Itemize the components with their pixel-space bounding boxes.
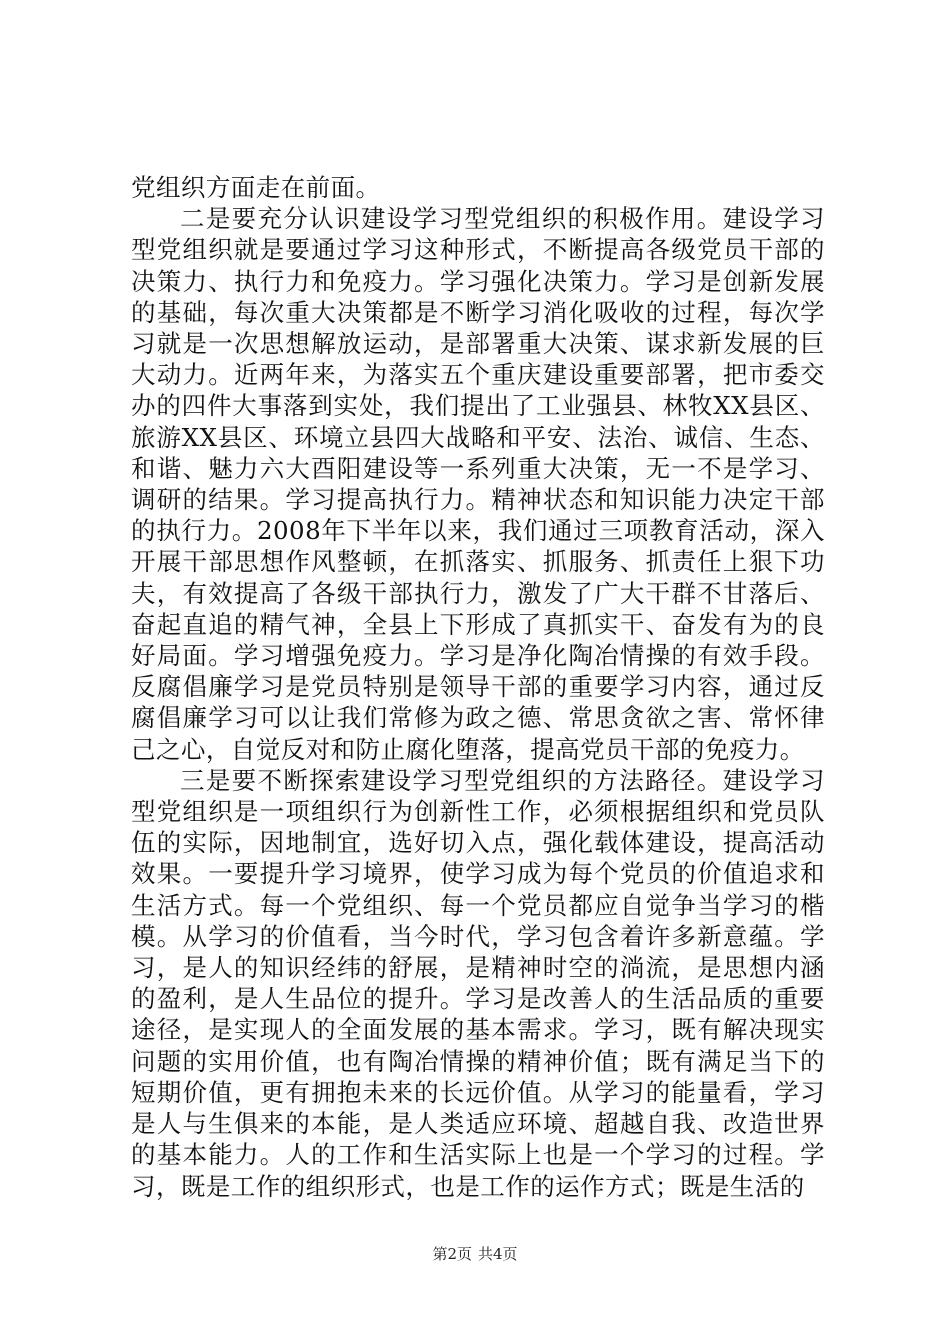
page-total: 共4页 — [478, 1245, 518, 1263]
paragraph-3: 三是要不断探索建设学习型党组织的方法路径。建设学习型党组织是一项组织行为创新性工作，必须根据组织和党员队伍的实际，因地制宜，选好切入点，强化载体建设，提高活动效果。一要提升学习境界，使学习成为每个党员的价值追求和生活方式。每一个党组织、每一个党员都应自觉争当学习的楷模。从学习的价值看，当今时代，学习包含着许多新意蕴。学习，是人的知识经纬的舒展，是精神时空的淌流，是思想内涵的盈利，是人生品位的提升。学习是改善人的生活品质的重要途径，是实现人的全面发展的基本需求。学习，既有解决现实问题的实用价值，也有陶冶情操的精神价值；既有满足当下的短期价值，更有拥抱未来的长远价值。从学习的能量看，学习是人与生俱来的本能，是人类适应环境、超越自我、改造世界的基本能力。人的工作和生活实际上也是一个学习的过程。学习，既是工作的组织形式，也是工作的运作方式；既是生活的 — [131, 765, 825, 1201]
page-number: 第2页 — [432, 1245, 472, 1263]
document-body — [131, 172, 825, 1202]
paragraph-2: 二是要充分认识建设学习型党组织的积极作用。建设学习型党组织就是要通过学习这种形式，不断提高各级党员干部的决策力、执行力和免疫力。学习强化决策力。学习是创新发展的基础，每次重大决策都是不断学习消化吸收的过程，每次学习就是一次思想解放运动，是部署重大决策、谋求新发展的巨大动力。近两年来，为落实五个重庆建设重要部署，把市委交办的四件大事落到实处，我们提出了工业强县、林牧XX县区、旅游XX县区、环境立县四大战略和平安、法治、诚信、生态、和谐、魅力六大酉阳建设等一系列重大决策，无一不是学习、调研的结果。学习提高执行力。精神状态和知识能力决定干部的执行力。2008年下半年以来，我们通过三项教育活动，深入开展干部思想作风整顿，在抓落实、抓服务、抓责任上狠下功夫，有效提高了各级干部执行力，激发了广大干群不甘落后、奋起直追的精气神，全县上下形成了真抓实干、奋发有为的良好局面。学习增强免疫力。学习是净化陶冶情操的有效手段。反腐倡廉学习是党员特别是领导干部的重要学习内容，通过反腐倡廉学习可以让我们常修为政之德、常思贪欲之害、常怀律己之心，自觉反对和防止腐化堕落，提高党员干部的免疫力。 — [131, 204, 825, 764]
paragraph-1: 党组织方面走在前面。 — [131, 173, 381, 202]
page-footer — [0, 1244, 950, 1264]
